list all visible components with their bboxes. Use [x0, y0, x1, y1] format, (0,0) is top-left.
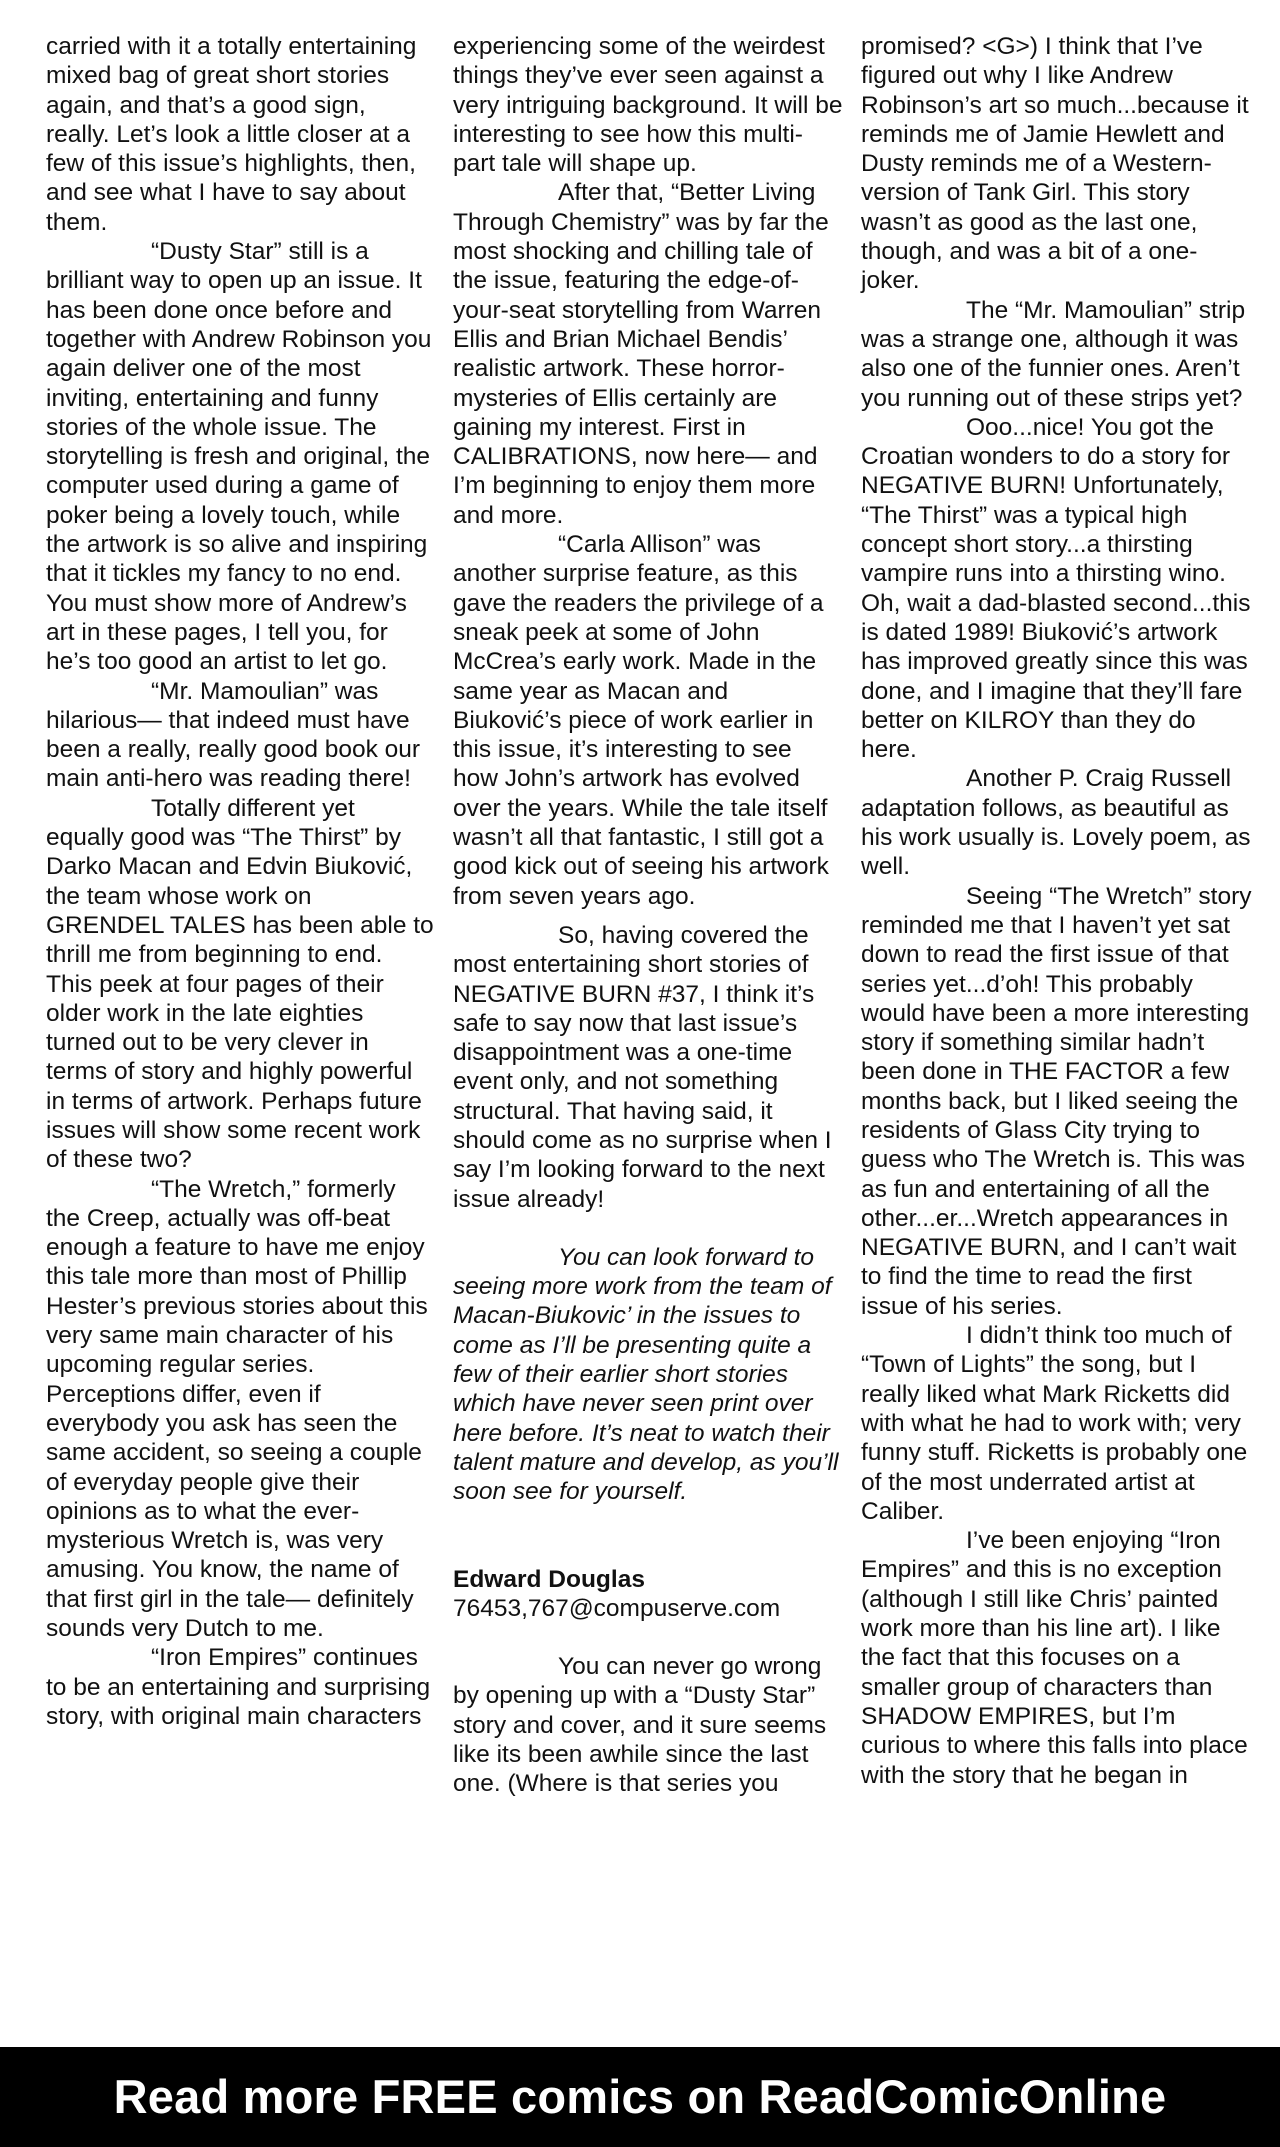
paragraph: Totally different yet equally good was “The Thirst” by Darko Macan and Edvin Biuković, the team whose work on GRENDEL TALES has been able to thrill me from beginning to end. This peek at four pages of their older work in the late eighties turned out to be very clever in terms of story and highly powerful in terms of artwork. Perhaps future issues will show some recent work of these two?: [46, 794, 434, 1174]
paragraph: You can never go wrong by opening up with a “Dusty Star” story and cover, and it sure seems like its been awhile since the last one. (Where is that series you: [453, 1653, 827, 1798]
paragraph: The “Mr. Mamoulian” strip was a strange one, although it was also one of the funnier ones. Aren’t you running out of these strips yet?: [861, 296, 1246, 412]
paragraph: “The Wretch,” formerly the Creep, actually was off-beat enough a feature to have me enjoy this tale more than most of Phillip Hester’s previous stories about this very same main character of his upcoming regular series. Perceptions differ, even if everybody you ask has seen the same accident, so seeing a couple of everyday people give their opinions as to what the ever-mysterious Wretch is, was very amusing. You know, the name of that first girl in the tale— definitely sounds very Dutch to me.: [46, 1175, 428, 1643]
promo-banner-text: Read more FREE comics on ReadComicOnline: [113, 2070, 1167, 2123]
text-column-1: [46, 32, 434, 1731]
paragraph: Ooo...nice! You got the Croatian wonders to do a story for NEGATIVE BURN! Unfortunately, “The Thirst” was a typical high concept short story...a thirsting vampire runs into a thirsting wino. Oh, wait a dad-blasted second...this is dated 1989! Biuković’s artwork has improved greatly since this was done, and I imagine that they’ll fare better on KILROY than they do here.: [861, 413, 1251, 764]
text-column-2: [453, 32, 843, 1799]
paragraph: “Carla Allison” was another surprise feature, as this gave the readers the privilege of a sneak peek at some of John McCrea’s early work. Made in the same year as Macan and Biuković’s piece of work earlier in this issue, it’s interesting to see how John’s artwork has evolved over the years. While the tale itself wasn’t all that fantastic, I still got a good kick out of seeing his artwork from seven years ago.: [453, 531, 829, 910]
letter-signature: [453, 1565, 843, 1624]
editor-reply: You can look forward to seeing more work from the team of Macan-Biukovic’ in the issues to come as I’ll be presenting quite a few of their earlier short stories which have never seen print over here before. It’s neat to watch their talent mature and develop, as you’ll soon see for yourself.: [453, 1243, 839, 1506]
paragraph: I’ve been enjoying “Iron Empires” and this is no exception (although I still like Chris’ painted work more than his line art). I like the fact that this focuses on a smaller group of characters than SHADOW EMPIRES, but I’m curious to where this falls into place with the story that he began in: [861, 1527, 1248, 1789]
paragraph: Another P. Craig Russell adaptation follows, as beautiful as his work usually is. Lovely poem, as well.: [861, 765, 1251, 881]
paragraph: I didn’t think too much of “Town of Lights” the song, but I really liked what Mark Ricketts did with what he had to work with; very funny stuff. Ricketts is probably one of the most underrated artist at Caliber.: [861, 1322, 1248, 1525]
promo-banner[interactable]: [0, 2047, 1280, 2147]
text-column-3: [861, 32, 1253, 1790]
paragraph: “Dusty Star” still is a brilliant way to open up an issue. It has been done once before and together with Andrew Robinson you again deliver one of the most inviting, entertaining and funny stories of the whole issue. The storytelling is fresh and original, the computer used during a game of poker being a lovely touch, while the artwork is so alive and inspiring that it tickles my fancy to no end. You must show more of Andrew’s art in these pages, I tell you, for he’s too good an artist to let go.: [46, 238, 432, 676]
paragraph: “Mr. Mamoulian” was hilarious— that indeed must have been a really, really good book our main anti-hero was reading there!: [46, 677, 421, 793]
paragraph: carried with it a totally entertaining mixed bag of great short stories again, and that’s a good sign, really. Let’s look a little closer at a few of this issue’s highlights, then, and see what I have to say about them.: [46, 33, 417, 236]
paragraph: promised? <G>) I think that I’ve figured out why I like Andrew Robinson’s art so much...because it reminds me of Jamie Hewlett and Dusty reminds me of a Western-version of Tank Girl. This story wasn’t as good as the last one, though, and was a bit of a one-joker.: [861, 33, 1249, 295]
paragraph: Seeing “The Wretch” story reminded me that I haven’t yet sat down to read the first issue of that series yet...d’oh! This probably would have been a more interesting story if something similar hadn’t been done in THE FACTOR a few months back, but I liked seeing the residents of Glass City trying to guess who The Wretch is. This was as fun and entertaining of all the other...er...Wretch appearances in NEGATIVE BURN, and I can’t wait to find the time to read the first issue of his series.: [861, 882, 1252, 1320]
signature-name: Edward Douglas: [453, 1565, 645, 1593]
paragraph: So, having covered the most entertaining short stories of NEGATIVE BURN #37, I think it’s safe to say now that last issue’s disappointment was a one-time event only, and not something structural. That having said, it should come as no surprise when I say I’m looking forward to the next issue already!: [453, 921, 832, 1213]
paragraph: After that, “Better Living Through Chemistry” was by far the most shocking and chilling tale of the issue, featuring the edge-of-your-seat storytelling from Warren Ellis and Brian Michael Bendis’ realistic artwork. These horror-mysteries of Ellis certainly are gaining my interest. First in CALIBRATIONS, now here— and I’m beginning to enjoy them more and more.: [453, 179, 829, 529]
paragraph: “Iron Empires” continues to be an entertaining and surprising story, with original main characters: [46, 1644, 431, 1730]
paragraph: experiencing some of the weirdest things they’ve ever seen against a very intriguing background. It will be interesting to see how this multi-part tale will shape up.: [453, 33, 843, 178]
signature-email: 76453,767@compuserve.com: [453, 1594, 781, 1622]
